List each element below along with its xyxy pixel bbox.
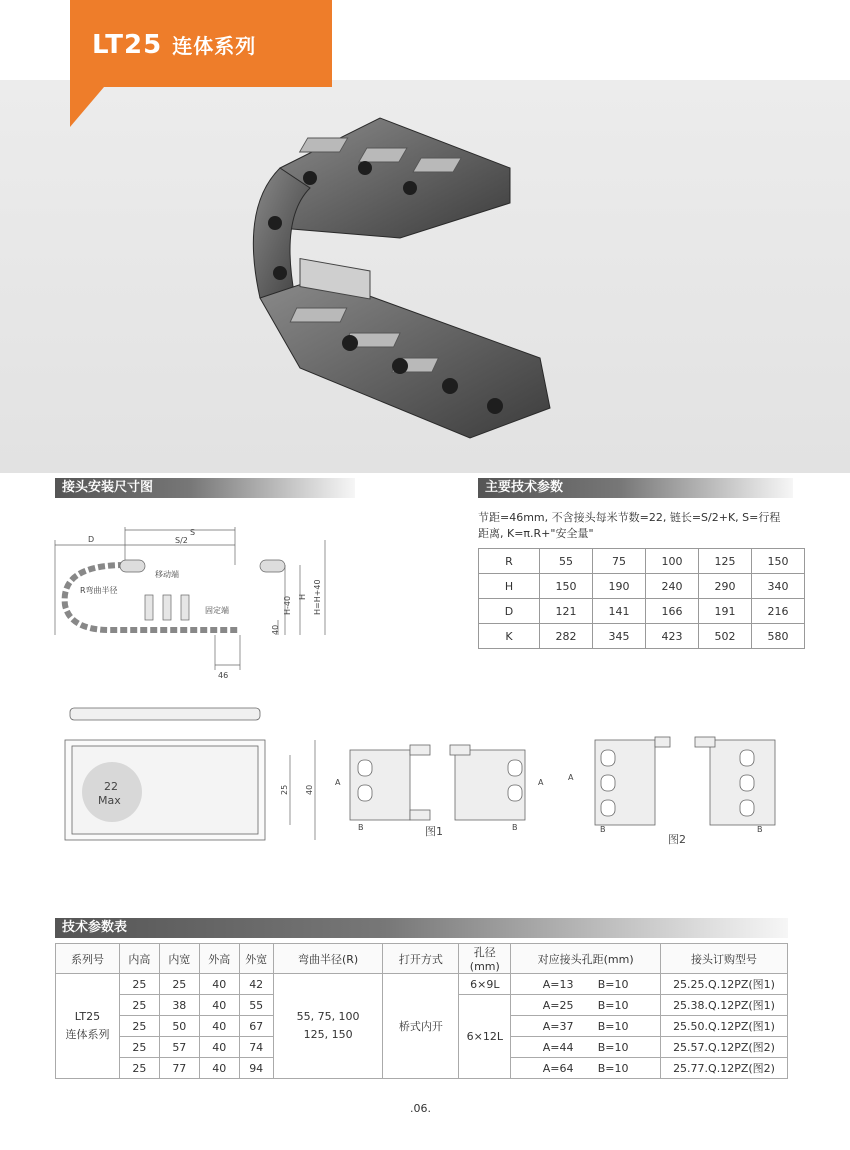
spec-hole-spacing-a: A=25 bbox=[542, 998, 574, 1012]
fig1-left-dim-a: A bbox=[335, 778, 341, 787]
install-dimension-drawing bbox=[50, 525, 350, 685]
params-cell: 100 bbox=[646, 549, 699, 574]
spec-inner-height: 25 bbox=[119, 995, 159, 1016]
section-install-header: 接头安装尺寸图 bbox=[55, 478, 355, 498]
spec-hole-spacing bbox=[511, 1058, 661, 1079]
fig2-left-dim-b: B bbox=[600, 825, 606, 834]
spec-hole-spacing-a: A=37 bbox=[542, 1019, 574, 1033]
spec-hole-spacing-b: B=10 bbox=[597, 977, 629, 991]
params-row bbox=[479, 574, 805, 599]
params-cell: 121 bbox=[540, 599, 593, 624]
spec-open-type: 桥式内开 bbox=[383, 974, 459, 1079]
params-note-line1: 节距=46mm, 不含接头每米节数=22, 链长=S/2+K, S=行程 bbox=[478, 511, 781, 524]
spec-outer-height: 40 bbox=[199, 1037, 239, 1058]
title-subtitle: 连体系列 bbox=[172, 34, 257, 58]
label-s: S bbox=[190, 528, 196, 537]
params-note bbox=[478, 510, 798, 542]
fig1-right-dim-a: A bbox=[538, 778, 544, 787]
title-banner-fold bbox=[70, 87, 104, 127]
spec-inner-width: 38 bbox=[159, 995, 199, 1016]
section-spec-header: 技术参数表 bbox=[55, 918, 788, 938]
spec-inner-height: 25 bbox=[119, 974, 159, 995]
spec-order-model: 25.50.Q.12PZ(图1) bbox=[661, 1016, 788, 1037]
params-cell: 502 bbox=[699, 624, 752, 649]
params-row-label: K bbox=[479, 624, 540, 649]
spec-order-model: 25.57.Q.12PZ(图2) bbox=[661, 1037, 788, 1058]
params-cell: 141 bbox=[593, 599, 646, 624]
spec-header-cell: 外高 bbox=[199, 944, 239, 974]
spec-series-line: LT25 bbox=[74, 1010, 101, 1023]
params-cell: 190 bbox=[593, 574, 646, 599]
spec-inner-width: 50 bbox=[159, 1016, 199, 1037]
label-h: H bbox=[298, 593, 307, 600]
spec-hole-spacing bbox=[511, 1016, 661, 1037]
cross-section-drawing bbox=[60, 700, 330, 845]
params-row-label: H bbox=[479, 574, 540, 599]
spec-series-line: 连体系列 bbox=[65, 1028, 110, 1041]
spec-inner-width: 77 bbox=[159, 1058, 199, 1079]
spec-bend-radius-line: 125, 150 bbox=[303, 1028, 353, 1041]
spec-series bbox=[56, 974, 120, 1079]
figure-2-drawing bbox=[565, 735, 785, 847]
params-cell: 282 bbox=[540, 624, 593, 649]
params-note-line2: 距离, K=π.R+"安全量" bbox=[478, 527, 594, 540]
spec-hole-spacing bbox=[511, 995, 661, 1016]
spec-inner-width: 25 bbox=[159, 974, 199, 995]
spec-header-cell: 外宽 bbox=[239, 944, 273, 974]
spec-table bbox=[55, 943, 788, 1079]
spec-hole-size: 6×12L bbox=[459, 995, 511, 1079]
cable-chain-illustration bbox=[240, 108, 570, 443]
params-cell: 150 bbox=[540, 574, 593, 599]
spec-hole-spacing bbox=[511, 974, 661, 995]
label-s-half: S/2 bbox=[175, 536, 188, 545]
label-46: 46 bbox=[218, 671, 229, 680]
fig2-left-dim-a: A bbox=[568, 773, 574, 782]
params-cell: 166 bbox=[646, 599, 699, 624]
spec-order-model: 25.38.Q.12PZ(图1) bbox=[661, 995, 788, 1016]
params-row bbox=[479, 599, 805, 624]
spec-outer-height: 40 bbox=[199, 1058, 239, 1079]
params-cell: 240 bbox=[646, 574, 699, 599]
page-number: .06. bbox=[410, 1102, 431, 1115]
params-cell: 216 bbox=[752, 599, 805, 624]
spec-bend-radius bbox=[273, 974, 383, 1079]
params-cell: 191 bbox=[699, 599, 752, 624]
spec-header-cell: 对应接头孔距(mm) bbox=[511, 944, 661, 974]
spec-hole-spacing-b: B=10 bbox=[597, 1061, 629, 1075]
spec-hole-spacing-b: B=10 bbox=[597, 998, 629, 1012]
spec-outer-width: 55 bbox=[239, 995, 273, 1016]
label-bend-radius: R弯曲半径 bbox=[80, 586, 118, 595]
spec-header-cell: 打开方式 bbox=[383, 944, 459, 974]
spec-order-model: 25.77.Q.12PZ(图2) bbox=[661, 1058, 788, 1079]
spec-hole-spacing-b: B=10 bbox=[597, 1040, 629, 1054]
spec-outer-width: 94 bbox=[239, 1058, 273, 1079]
params-cell: 580 bbox=[752, 624, 805, 649]
spec-hole-spacing-a: A=44 bbox=[542, 1040, 574, 1054]
section-params-header: 主要技术参数 bbox=[478, 478, 793, 498]
spec-header-cell: 系列号 bbox=[56, 944, 120, 974]
spec-outer-height: 40 bbox=[199, 974, 239, 995]
label-h-plus-40: H=H+40 bbox=[313, 579, 322, 615]
params-cell: 423 bbox=[646, 624, 699, 649]
spec-hole-spacing-a: A=64 bbox=[542, 1061, 574, 1075]
figure-1-drawing bbox=[330, 735, 555, 840]
spec-header-cell: 接头订购型号 bbox=[661, 944, 788, 974]
params-cell: 125 bbox=[699, 549, 752, 574]
params-row-label: D bbox=[479, 599, 540, 624]
figure-1-label: 图1 bbox=[425, 825, 443, 838]
params-cell: 150 bbox=[752, 549, 805, 574]
spec-header-cell: 内宽 bbox=[159, 944, 199, 974]
params-table bbox=[478, 548, 805, 649]
spec-hole-spacing-a: A=13 bbox=[542, 977, 574, 991]
spec-hole-spacing bbox=[511, 1037, 661, 1058]
dim-25: 25 bbox=[280, 784, 289, 795]
params-cell: 55 bbox=[540, 549, 593, 574]
label-40: 40 bbox=[271, 624, 280, 635]
label-fixed-end: 固定端 bbox=[205, 606, 229, 615]
params-cell: 290 bbox=[699, 574, 752, 599]
spec-bend-radius-line: 55, 75, 100 bbox=[296, 1010, 360, 1023]
page-title bbox=[92, 30, 256, 60]
params-row bbox=[479, 549, 805, 574]
spec-outer-height: 40 bbox=[199, 1016, 239, 1037]
params-row-label: R bbox=[479, 549, 540, 574]
params-cell: 75 bbox=[593, 549, 646, 574]
spec-inner-width: 57 bbox=[159, 1037, 199, 1058]
fig2-right-dim-b: B bbox=[757, 825, 763, 834]
max-unit: Max bbox=[98, 794, 121, 807]
params-cell: 345 bbox=[593, 624, 646, 649]
spec-row bbox=[56, 974, 788, 995]
dim-40: 40 bbox=[305, 784, 314, 795]
title-series: LT25 bbox=[92, 30, 163, 60]
params-cell: 340 bbox=[752, 574, 805, 599]
label-h-minus-40: H-40 bbox=[283, 595, 292, 615]
spec-inner-height: 25 bbox=[119, 1058, 159, 1079]
spec-inner-height: 25 bbox=[119, 1016, 159, 1037]
spec-outer-height: 40 bbox=[199, 995, 239, 1016]
spec-outer-width: 67 bbox=[239, 1016, 273, 1037]
spec-outer-width: 74 bbox=[239, 1037, 273, 1058]
spec-outer-width: 42 bbox=[239, 974, 273, 995]
fig1-right-dim-b: B bbox=[512, 823, 518, 832]
fig1-left-dim-b: B bbox=[358, 823, 364, 832]
max-value: 22 bbox=[104, 780, 118, 793]
params-row bbox=[479, 624, 805, 649]
spec-header-cell: 孔径(mm) bbox=[459, 944, 511, 974]
label-moving-end: 移动端 bbox=[155, 570, 179, 579]
spec-hole-spacing-b: B=10 bbox=[597, 1019, 629, 1033]
spec-order-model: 25.25.Q.12PZ(图1) bbox=[661, 974, 788, 995]
label-d: D bbox=[88, 535, 95, 544]
figure-2-label: 图2 bbox=[668, 833, 686, 846]
spec-header-cell: 内高 bbox=[119, 944, 159, 974]
spec-hole-size: 6×9L bbox=[459, 974, 511, 995]
spec-header-cell: 弯曲半径(R) bbox=[273, 944, 383, 974]
spec-inner-height: 25 bbox=[119, 1037, 159, 1058]
